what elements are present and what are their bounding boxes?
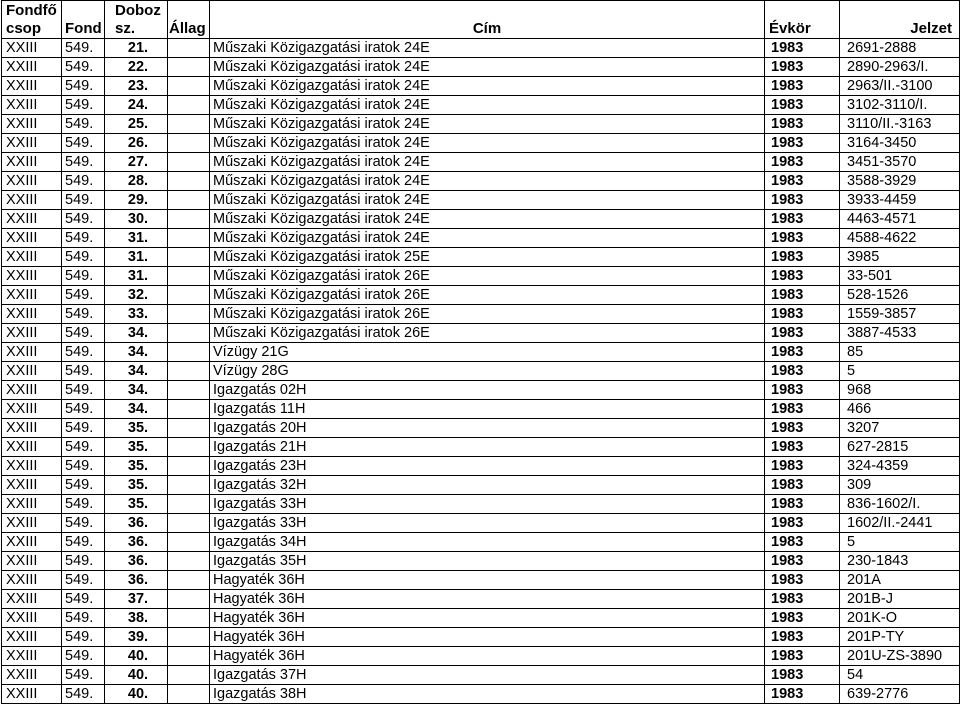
header-doboz-sz: [105, 1, 168, 39]
cell-fondfo: XXIII: [2, 533, 62, 552]
cell-cim: Műszaki Közigazgatási iratok 24E: [210, 191, 765, 210]
table-row: [2, 267, 960, 286]
cell-fond: 549.: [62, 267, 105, 286]
table-row: [2, 343, 960, 362]
cell-fondfo: XXIII: [2, 590, 62, 609]
cell-fond: 549.: [62, 248, 105, 267]
cell-allag: [168, 286, 210, 305]
cell-cim: Igazgatás 32H: [210, 476, 765, 495]
cell-cim: Igazgatás 02H: [210, 381, 765, 400]
cell-cim: Műszaki Közigazgatási iratok 26E: [210, 286, 765, 305]
cell-evkor: 1983: [765, 343, 840, 362]
cell-jelzet: 33-501: [840, 267, 960, 286]
header-fondfo-csop: [2, 1, 62, 39]
cell-allag: [168, 590, 210, 609]
cell-allag: [168, 96, 210, 115]
cell-cim: Igazgatás 21H: [210, 438, 765, 457]
cell-doboz: 35.: [105, 419, 168, 438]
cell-allag: [168, 172, 210, 191]
cell-allag: [168, 191, 210, 210]
cell-evkor: 1983: [765, 628, 840, 647]
header-doboz-line1: Doboz: [115, 2, 161, 19]
cell-doboz: 34.: [105, 362, 168, 381]
table-row: [2, 419, 960, 438]
cell-cim: Műszaki Közigazgatási iratok 24E: [210, 153, 765, 172]
cell-cim: Igazgatás 37H: [210, 666, 765, 685]
cell-jelzet: 201K-O: [840, 609, 960, 628]
table-body: [2, 39, 960, 704]
cell-evkor: 1983: [765, 58, 840, 77]
cell-evkor: 1983: [765, 571, 840, 590]
cell-fondfo: XXIII: [2, 77, 62, 96]
cell-jelzet: 836-1602/I.: [840, 495, 960, 514]
cell-jelzet: 3985: [840, 248, 960, 267]
cell-fond: 549.: [62, 229, 105, 248]
cell-jelzet: 968: [840, 381, 960, 400]
cell-fondfo: XXIII: [2, 286, 62, 305]
table-row: [2, 571, 960, 590]
cell-evkor: 1983: [765, 438, 840, 457]
cell-evkor: 1983: [765, 476, 840, 495]
header-cim: Cím: [210, 1, 765, 39]
cell-cim: Műszaki Közigazgatási iratok 24E: [210, 210, 765, 229]
table-row: [2, 248, 960, 267]
cell-fond: 549.: [62, 590, 105, 609]
cell-cim: Műszaki Közigazgatási iratok 26E: [210, 267, 765, 286]
cell-allag: [168, 476, 210, 495]
table-row: [2, 77, 960, 96]
cell-fondfo: XXIII: [2, 229, 62, 248]
inventory-table: [1, 0, 960, 704]
cell-allag: [168, 229, 210, 248]
cell-doboz: 27.: [105, 153, 168, 172]
table-row: [2, 514, 960, 533]
cell-doboz: 36.: [105, 571, 168, 590]
table-row: [2, 39, 960, 58]
cell-evkor: 1983: [765, 210, 840, 229]
cell-allag: [168, 457, 210, 476]
cell-fondfo: XXIII: [2, 666, 62, 685]
cell-evkor: 1983: [765, 324, 840, 343]
cell-fond: 549.: [62, 343, 105, 362]
cell-doboz: 36.: [105, 514, 168, 533]
cell-cim: Műszaki Közigazgatási iratok 24E: [210, 115, 765, 134]
cell-jelzet: 5: [840, 533, 960, 552]
cell-jelzet: 4588-4622: [840, 229, 960, 248]
cell-jelzet: 324-4359: [840, 457, 960, 476]
cell-jelzet: 201A: [840, 571, 960, 590]
cell-evkor: 1983: [765, 115, 840, 134]
cell-cim: Hagyaték 36H: [210, 628, 765, 647]
cell-fondfo: XXIII: [2, 457, 62, 476]
cell-cim: Igazgatás 33H: [210, 495, 765, 514]
cell-fond: 549.: [62, 77, 105, 96]
cell-fond: 549.: [62, 438, 105, 457]
cell-fond: 549.: [62, 286, 105, 305]
cell-fondfo: XXIII: [2, 39, 62, 58]
cell-cim: Hagyaték 36H: [210, 609, 765, 628]
header-fondfo-line1: Fondfő: [6, 2, 57, 19]
cell-fondfo: XXIII: [2, 362, 62, 381]
cell-allag: [168, 533, 210, 552]
cell-evkor: 1983: [765, 96, 840, 115]
cell-jelzet: 639-2776: [840, 685, 960, 704]
cell-fond: 549.: [62, 305, 105, 324]
table-row: [2, 685, 960, 704]
cell-fond: 549.: [62, 552, 105, 571]
cell-evkor: 1983: [765, 172, 840, 191]
cell-doboz: 31.: [105, 248, 168, 267]
cell-evkor: 1983: [765, 134, 840, 153]
cell-doboz: 21.: [105, 39, 168, 58]
cell-fond: 549.: [62, 153, 105, 172]
cell-cim: Vízügy 28G: [210, 362, 765, 381]
cell-allag: [168, 552, 210, 571]
cell-cim: Műszaki Közigazgatási iratok 24E: [210, 39, 765, 58]
cell-jelzet: 5: [840, 362, 960, 381]
cell-doboz: 35.: [105, 457, 168, 476]
cell-fondfo: XXIII: [2, 609, 62, 628]
cell-allag: [168, 381, 210, 400]
table-row: [2, 153, 960, 172]
cell-jelzet: 201B-J: [840, 590, 960, 609]
cell-fond: 549.: [62, 210, 105, 229]
cell-jelzet: 230-1843: [840, 552, 960, 571]
cell-doboz: 33.: [105, 305, 168, 324]
cell-fondfo: XXIII: [2, 210, 62, 229]
cell-evkor: 1983: [765, 552, 840, 571]
cell-doboz: 23.: [105, 77, 168, 96]
cell-fondfo: XXIII: [2, 172, 62, 191]
cell-fond: 549.: [62, 476, 105, 495]
cell-fond: 549.: [62, 381, 105, 400]
cell-jelzet: 2890-2963/I.: [840, 58, 960, 77]
cell-jelzet: 2691-2888: [840, 39, 960, 58]
header-allag: Állag: [168, 1, 210, 39]
cell-allag: [168, 115, 210, 134]
header-fondfo-line2: csop: [6, 20, 42, 37]
cell-fond: 549.: [62, 514, 105, 533]
cell-jelzet: 3887-4533: [840, 324, 960, 343]
cell-jelzet: 1559-3857: [840, 305, 960, 324]
cell-fondfo: XXIII: [2, 134, 62, 153]
cell-doboz: 34.: [105, 381, 168, 400]
cell-fond: 549.: [62, 571, 105, 590]
cell-fond: 549.: [62, 666, 105, 685]
table-row: [2, 229, 960, 248]
table-row: [2, 590, 960, 609]
cell-evkor: 1983: [765, 666, 840, 685]
cell-allag: [168, 248, 210, 267]
cell-evkor: 1983: [765, 419, 840, 438]
table-header: [2, 1, 960, 39]
cell-jelzet: 85: [840, 343, 960, 362]
cell-fondfo: XXIII: [2, 381, 62, 400]
cell-fondfo: XXIII: [2, 400, 62, 419]
cell-doboz: 36.: [105, 533, 168, 552]
header-evkor: Évkör: [765, 1, 840, 39]
cell-doboz: 29.: [105, 191, 168, 210]
cell-evkor: 1983: [765, 248, 840, 267]
cell-evkor: 1983: [765, 153, 840, 172]
cell-cim: Műszaki Közigazgatási iratok 26E: [210, 305, 765, 324]
cell-jelzet: 3451-3570: [840, 153, 960, 172]
cell-evkor: 1983: [765, 533, 840, 552]
cell-fondfo: XXIII: [2, 438, 62, 457]
header-doboz-line2: sz.: [115, 20, 136, 37]
cell-evkor: 1983: [765, 229, 840, 248]
cell-allag: [168, 495, 210, 514]
cell-jelzet: 528-1526: [840, 286, 960, 305]
table-row: [2, 362, 960, 381]
cell-fond: 549.: [62, 172, 105, 191]
cell-evkor: 1983: [765, 647, 840, 666]
cell-evkor: 1983: [765, 685, 840, 704]
cell-fondfo: XXIII: [2, 552, 62, 571]
cell-fondfo: XXIII: [2, 343, 62, 362]
cell-doboz: 37.: [105, 590, 168, 609]
cell-fondfo: XXIII: [2, 628, 62, 647]
table-row: [2, 305, 960, 324]
cell-doboz: 31.: [105, 267, 168, 286]
cell-cim: Igazgatás 23H: [210, 457, 765, 476]
cell-evkor: 1983: [765, 514, 840, 533]
cell-fond: 549.: [62, 533, 105, 552]
cell-cim: Igazgatás 38H: [210, 685, 765, 704]
table-row: [2, 286, 960, 305]
cell-cim: Műszaki Közigazgatási iratok 24E: [210, 229, 765, 248]
cell-fond: 549.: [62, 628, 105, 647]
cell-jelzet: 201U-ZS-3890: [840, 647, 960, 666]
table-row: [2, 647, 960, 666]
cell-fondfo: XXIII: [2, 191, 62, 210]
cell-evkor: 1983: [765, 286, 840, 305]
cell-fond: 549.: [62, 609, 105, 628]
table-row: [2, 191, 960, 210]
cell-evkor: 1983: [765, 267, 840, 286]
cell-doboz: 35.: [105, 495, 168, 514]
cell-cim: Műszaki Közigazgatási iratok 25E: [210, 248, 765, 267]
cell-allag: [168, 647, 210, 666]
cell-cim: Műszaki Közigazgatási iratok 24E: [210, 172, 765, 191]
cell-doboz: 31.: [105, 229, 168, 248]
cell-doboz: 34.: [105, 324, 168, 343]
cell-fondfo: XXIII: [2, 514, 62, 533]
cell-allag: [168, 343, 210, 362]
cell-allag: [168, 400, 210, 419]
cell-cim: Igazgatás 34H: [210, 533, 765, 552]
cell-jelzet: 466: [840, 400, 960, 419]
cell-doboz: 22.: [105, 58, 168, 77]
cell-doboz: 35.: [105, 438, 168, 457]
header-jelzet: Jelzet: [840, 1, 960, 39]
cell-jelzet: 201P-TY: [840, 628, 960, 647]
cell-jelzet: 1602/II.-2441: [840, 514, 960, 533]
cell-fondfo: XXIII: [2, 96, 62, 115]
cell-fond: 549.: [62, 419, 105, 438]
cell-fond: 549.: [62, 39, 105, 58]
cell-jelzet: 309: [840, 476, 960, 495]
cell-doboz: 32.: [105, 286, 168, 305]
cell-fondfo: XXIII: [2, 248, 62, 267]
table-row: [2, 476, 960, 495]
cell-fond: 549.: [62, 324, 105, 343]
cell-allag: [168, 153, 210, 172]
table-row: [2, 552, 960, 571]
table-row: [2, 438, 960, 457]
cell-jelzet: 4463-4571: [840, 210, 960, 229]
cell-jelzet: 3207: [840, 419, 960, 438]
table-row: [2, 381, 960, 400]
cell-doboz: 25.: [105, 115, 168, 134]
table-row: [2, 457, 960, 476]
cell-jelzet: 54: [840, 666, 960, 685]
cell-doboz: 39.: [105, 628, 168, 647]
cell-allag: [168, 210, 210, 229]
cell-allag: [168, 362, 210, 381]
cell-fond: 549.: [62, 647, 105, 666]
cell-allag: [168, 305, 210, 324]
cell-cim: Hagyaték 36H: [210, 590, 765, 609]
table-row: [2, 172, 960, 191]
cell-fond: 549.: [62, 495, 105, 514]
cell-cim: Műszaki Közigazgatási iratok 24E: [210, 77, 765, 96]
cell-allag: [168, 134, 210, 153]
cell-cim: Igazgatás 20H: [210, 419, 765, 438]
cell-cim: Igazgatás 35H: [210, 552, 765, 571]
cell-cim: Hagyaték 36H: [210, 647, 765, 666]
cell-doboz: 24.: [105, 96, 168, 115]
cell-fondfo: XXIII: [2, 647, 62, 666]
table-row: [2, 400, 960, 419]
cell-fondfo: XXIII: [2, 153, 62, 172]
cell-jelzet: 3164-3450: [840, 134, 960, 153]
cell-allag: [168, 628, 210, 647]
cell-fond: 549.: [62, 362, 105, 381]
cell-allag: [168, 438, 210, 457]
cell-fondfo: XXIII: [2, 58, 62, 77]
cell-jelzet: 3102-3110/I.: [840, 96, 960, 115]
cell-doboz: 40.: [105, 666, 168, 685]
cell-jelzet: 3110/II.-3163: [840, 115, 960, 134]
cell-fond: 549.: [62, 96, 105, 115]
cell-evkor: 1983: [765, 381, 840, 400]
cell-fond: 549.: [62, 58, 105, 77]
cell-jelzet: 3588-3929: [840, 172, 960, 191]
cell-cim: Igazgatás 33H: [210, 514, 765, 533]
cell-fondfo: XXIII: [2, 476, 62, 495]
cell-doboz: 34.: [105, 400, 168, 419]
cell-allag: [168, 58, 210, 77]
cell-fondfo: XXIII: [2, 324, 62, 343]
table-row: [2, 96, 960, 115]
cell-allag: [168, 685, 210, 704]
cell-jelzet: 3933-4459: [840, 191, 960, 210]
cell-fond: 549.: [62, 134, 105, 153]
cell-doboz: 26.: [105, 134, 168, 153]
table-row: [2, 609, 960, 628]
cell-doboz: 28.: [105, 172, 168, 191]
table-row: [2, 495, 960, 514]
cell-fondfo: XXIII: [2, 115, 62, 134]
cell-evkor: 1983: [765, 362, 840, 381]
cell-fondfo: XXIII: [2, 267, 62, 286]
cell-fond: 549.: [62, 685, 105, 704]
table-row: [2, 533, 960, 552]
cell-cim: Hagyaték 36H: [210, 571, 765, 590]
cell-doboz: 36.: [105, 552, 168, 571]
cell-allag: [168, 419, 210, 438]
cell-evkor: 1983: [765, 39, 840, 58]
cell-evkor: 1983: [765, 305, 840, 324]
cell-cim: Műszaki Közigazgatási iratok 24E: [210, 134, 765, 153]
cell-evkor: 1983: [765, 609, 840, 628]
cell-doboz: 34.: [105, 343, 168, 362]
cell-allag: [168, 514, 210, 533]
cell-fond: 549.: [62, 400, 105, 419]
cell-doboz: 40.: [105, 685, 168, 704]
cell-evkor: 1983: [765, 590, 840, 609]
cell-doboz: 35.: [105, 476, 168, 495]
cell-fondfo: XXIII: [2, 685, 62, 704]
cell-fondfo: XXIII: [2, 571, 62, 590]
cell-doboz: 30.: [105, 210, 168, 229]
cell-evkor: 1983: [765, 495, 840, 514]
table-row: [2, 666, 960, 685]
table-row: [2, 58, 960, 77]
cell-jelzet: 2963/II.-3100: [840, 77, 960, 96]
cell-evkor: 1983: [765, 400, 840, 419]
cell-evkor: 1983: [765, 77, 840, 96]
cell-allag: [168, 666, 210, 685]
cell-cim: Műszaki Közigazgatási iratok 24E: [210, 58, 765, 77]
cell-jelzet: 627-2815: [840, 438, 960, 457]
table-row: [2, 324, 960, 343]
cell-fondfo: XXIII: [2, 419, 62, 438]
cell-doboz: 38.: [105, 609, 168, 628]
table-row: [2, 628, 960, 647]
cell-allag: [168, 39, 210, 58]
cell-fondfo: XXIII: [2, 495, 62, 514]
cell-cim: Műszaki Közigazgatási iratok 24E: [210, 96, 765, 115]
cell-allag: [168, 609, 210, 628]
table-row: [2, 115, 960, 134]
cell-evkor: 1983: [765, 191, 840, 210]
cell-allag: [168, 571, 210, 590]
cell-fondfo: XXIII: [2, 305, 62, 324]
header-row: [2, 1, 960, 39]
cell-cim: Igazgatás 11H: [210, 400, 765, 419]
cell-allag: [168, 267, 210, 286]
cell-cim: Műszaki Közigazgatási iratok 26E: [210, 324, 765, 343]
cell-evkor: 1983: [765, 457, 840, 476]
cell-allag: [168, 324, 210, 343]
cell-allag: [168, 77, 210, 96]
cell-fond: 549.: [62, 115, 105, 134]
cell-doboz: 40.: [105, 647, 168, 666]
table-row: [2, 210, 960, 229]
cell-cim: Vízügy 21G: [210, 343, 765, 362]
header-fond: Fond: [62, 1, 105, 39]
cell-fond: 549.: [62, 457, 105, 476]
cell-fond: 549.: [62, 191, 105, 210]
table-row: [2, 134, 960, 153]
